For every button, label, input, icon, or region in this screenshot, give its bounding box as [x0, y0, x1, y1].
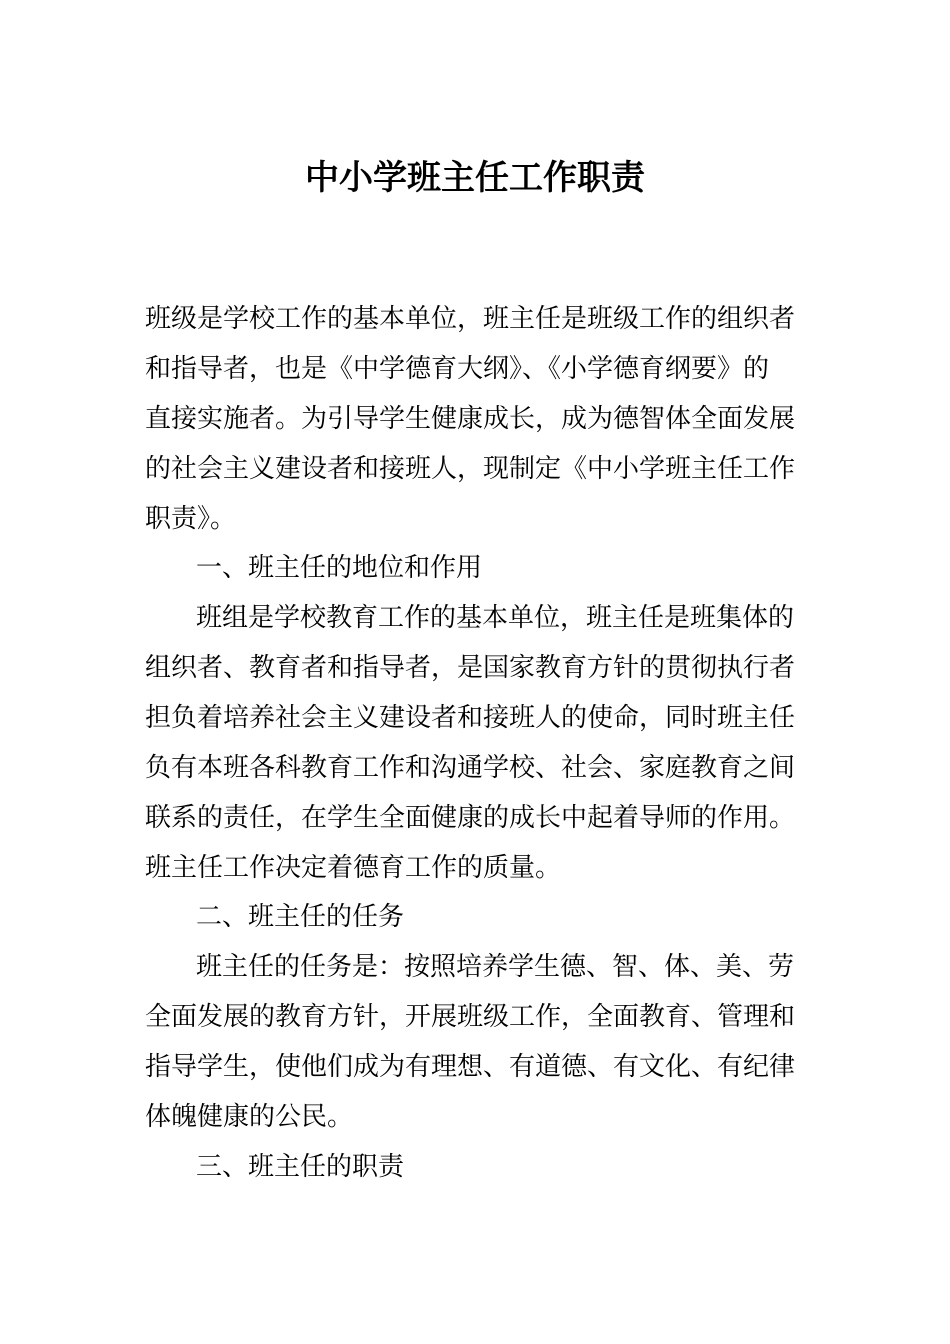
section-heading-1: 一、班主任的地位和作用: [196, 553, 483, 583]
intro-line: 和指导者，也是《中学德育大纲》、《小学德育纲要》的: [145, 354, 770, 384]
section-heading-2: 二、班主任的任务: [196, 902, 405, 932]
intro-line: 职责》。: [145, 504, 237, 534]
section1-line: 班组是学校教育工作的基本单位，班主任是班集体的: [196, 603, 795, 633]
section1-line: 联系的责任，在学生全面健康的成长中起着导师的作用。: [145, 803, 796, 833]
intro-line: 班级是学校工作的基本单位，班主任是班级工作的组织者: [145, 304, 796, 334]
intro-line: 直接实施者。为引导学生健康成长，成为德智体全面发展: [145, 404, 796, 434]
document-title: 中小学班主任工作职责: [305, 158, 645, 198]
intro-line: 的社会主义建设者和接班人，现制定《中小学班主任工作: [145, 454, 796, 484]
section2-line: 全面发展的教育方针，开展班级工作，全面教育、管理和: [145, 1002, 796, 1032]
section1-line: 担负着培养社会主义建设者和接班人的使命，同时班主任: [145, 703, 796, 733]
section2-line: 班主任的任务是：按照培养学生德、智、体、美、劳: [196, 952, 795, 982]
section1-line: 组织者、教育者和指导者，是国家教育方针的贯彻执行者: [145, 653, 796, 683]
section2-line: 指导学生，使他们成为有理想、有道德、有文化、有纪律: [145, 1052, 796, 1082]
section1-line: 负有本班各科教育工作和沟通学校、社会、家庭教育之间: [145, 753, 796, 783]
section2-line: 体魄健康的公民。: [145, 1102, 354, 1132]
section1-line: 班主任工作决定着德育工作的质量。: [145, 853, 562, 883]
section-heading-3: 三、班主任的职责: [196, 1152, 405, 1182]
